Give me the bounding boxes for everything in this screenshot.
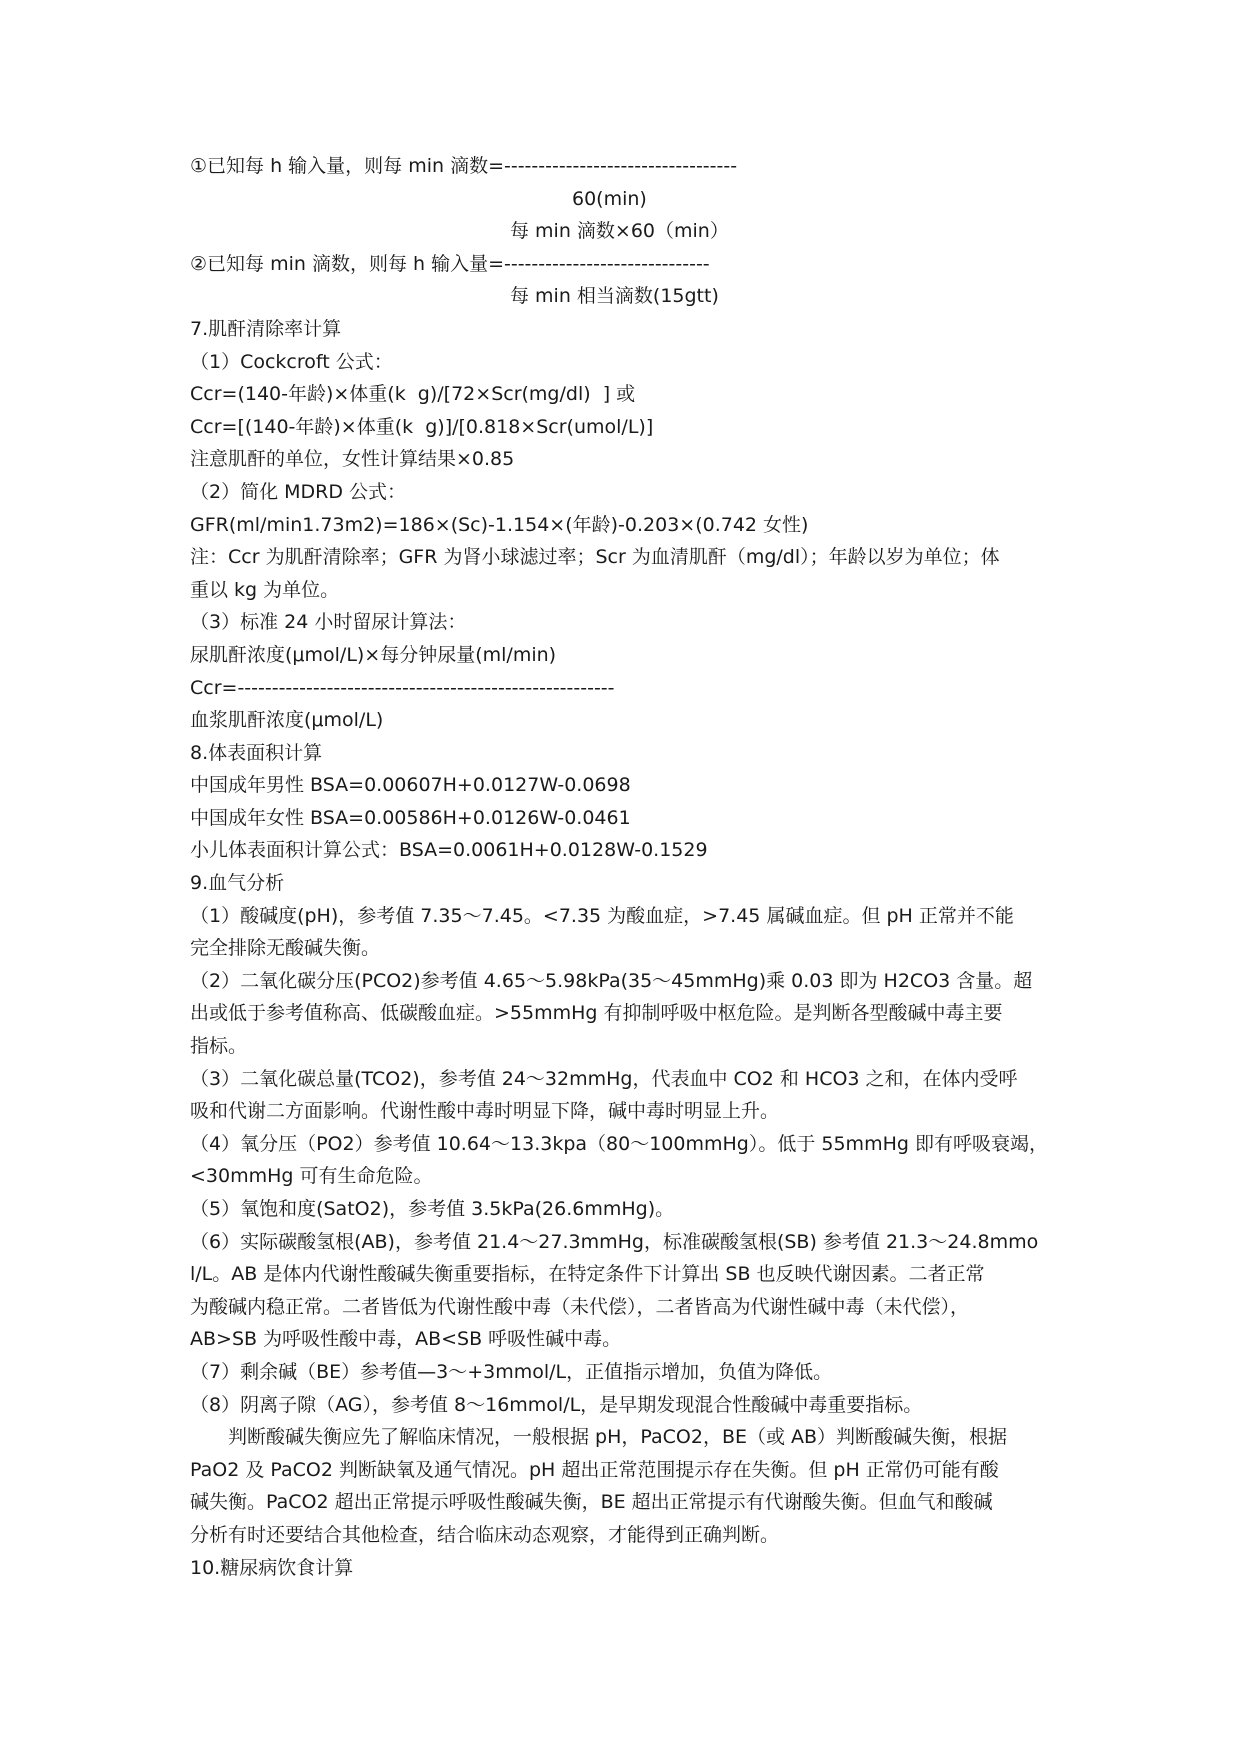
text-line: l/L。AB 是体内代谢性酸碱失衡重要指标，在特定条件下计算出 SB 也反映代谢因素。二者正常	[190, 1263, 985, 1286]
text-line: PaO2 及 PaCO2 判断缺氧及通气情况。pH 超出正常范围提示存在失衡。但 pH 正常仍可能有酸	[190, 1458, 999, 1481]
text-line: （2）二氧化碳分压(PCO2)参考值 4.65～5.98kPa(35～45mmHg)乘 0.03 即为 H2CO3 含量。超	[190, 969, 1033, 992]
text-line: （2）简化 MDRD 公式：	[190, 480, 407, 503]
section-heading: 8.体表面积计算	[190, 741, 323, 764]
text-line: （8）阴离子隙（AG），参考值 8～16mmol/L，是早期发现混合性酸碱中毒重要指标。	[190, 1393, 923, 1416]
text-line: 为酸碱内稳正常。二者皆低为代谢性酸中毒（未代偿），二者皆高为代谢性碱中毒（未代偿），	[190, 1295, 970, 1318]
text-line: 中国成年女性 BSA=0.00586H+0.0126W-0.0461	[190, 806, 631, 829]
text-line: 小儿体表面积计算公式：BSA=0.0061H+0.0128W-0.1529	[190, 839, 708, 862]
text-line: ②已知每 min 滴数，则每 h 输入量=------------------------------	[190, 252, 710, 275]
text-line: GFR(ml/min1.73m2)=186×(Sc)-1.154×(年龄)-0.203×(0.742 女性)	[190, 513, 809, 536]
text-line: 分析有时还要结合其他检查，结合临床动态观察，才能得到正确判断。	[190, 1523, 780, 1546]
text-line: 出或低于参考值称高、低碳酸血症。>55mmHg 有抑制呼吸中枢危险。是判断各型酸碱中毒主要	[190, 1002, 1003, 1025]
text-line: 吸和代谢二方面影响。代谢性酸中毒时明显下降，碱中毒时明显上升。	[190, 1100, 780, 1123]
text-line: （3）标准 24 小时留尿计算法：	[190, 611, 467, 634]
text-line: Ccr=-------------------------------------------------------	[190, 676, 615, 699]
text-line: 重以 kg 为单位。	[190, 578, 340, 601]
text-line: 血浆肌酐浓度(μmol/L)	[190, 709, 384, 732]
text-line: 每 min 滴数×60（min）	[510, 220, 729, 243]
text-line: 完全排除无酸碱失衡。	[190, 937, 381, 960]
text-line: （4）氧分压（PO2）参考值 10.64～13.3kpa（80～100mmHg）。低于 55mmHg 即有呼吸衰竭，	[190, 1132, 1048, 1155]
section-heading: 10.糖尿病饮食计算	[190, 1556, 354, 1579]
text-line: （3）二氧化碳总量(TCO2)，参考值 24～32mmHg，代表血中 CO2 和 HCO3 之和，在体内受呼	[190, 1067, 1018, 1090]
text-line: 注：Ccr 为肌酐清除率；GFR 为肾小球滤过率；Scr 为血清肌酐（mg/dl）；年龄以岁为单位；体	[190, 546, 1000, 569]
text-line: AB>SB 为呼吸性酸中毒，AB<SB 呼吸性碱中毒。	[190, 1328, 622, 1351]
text-line: 中国成年男性 BSA=0.00607H+0.0127W-0.0698	[190, 774, 631, 797]
text-line: （5）氧饱和度(SatO2)，参考值 3.5kPa(26.6mmHg)。	[190, 1198, 675, 1220]
text-line: 60(min)	[572, 187, 647, 210]
text-line: Ccr=[(140-年龄)×体重(k g)]/[0.818×Scr(umol/L)]	[190, 415, 654, 438]
text-line: （7）剩余碱（BE）参考值—3～+3mmol/L，正值指示增加，负值为降低。	[190, 1360, 833, 1383]
text-line: 每 min 相当滴数(15gtt)	[510, 285, 719, 308]
paragraph-line: 判断酸碱失衡应先了解临床情况，一般根据 pH，PaCO2，BE（或 AB）判断酸碱失衡，根据	[228, 1426, 1008, 1449]
section-heading: 9.血气分析	[190, 872, 285, 895]
text-line: 指标。	[190, 1035, 248, 1058]
text-line: ①已知每 h 输入量，则每 min 滴数=----------------------------------	[190, 155, 738, 177]
document-page	[190, 150, 1060, 1584]
text-line: （6）实际碳酸氢根(AB)，参考值 21.4～27.3mmHg，标准碳酸氢根(SB) 参考值 21.3～24.8mmo	[190, 1230, 1039, 1253]
text-line: 尿肌酐浓度(μmol/L)×每分钟尿量(ml/min)	[190, 643, 557, 666]
text-line: （1）酸碱度(pH)，参考值 7.35～7.45。<7.35 为酸血症，>7.45 属碱血症。但 pH 正常并不能	[190, 904, 1014, 927]
text-line: （1）Cockcroft 公式：	[190, 350, 393, 373]
text-line: Ccr=(140-年龄)×体重(k g)/[72×Scr(mg/dl) ] 或	[190, 383, 636, 406]
text-line: 注意肌酐的单位，女性计算结果×0.85	[190, 448, 515, 471]
text-line: <30mmHg 可有生命危险。	[190, 1165, 433, 1188]
text-line: 碱失衡。PaCO2 超出正常提示呼吸性酸碱失衡，BE 超出正常提示有代谢酸失衡。但血气和酸碱	[190, 1491, 993, 1514]
section-heading: 7.肌酐清除率计算	[190, 317, 342, 340]
